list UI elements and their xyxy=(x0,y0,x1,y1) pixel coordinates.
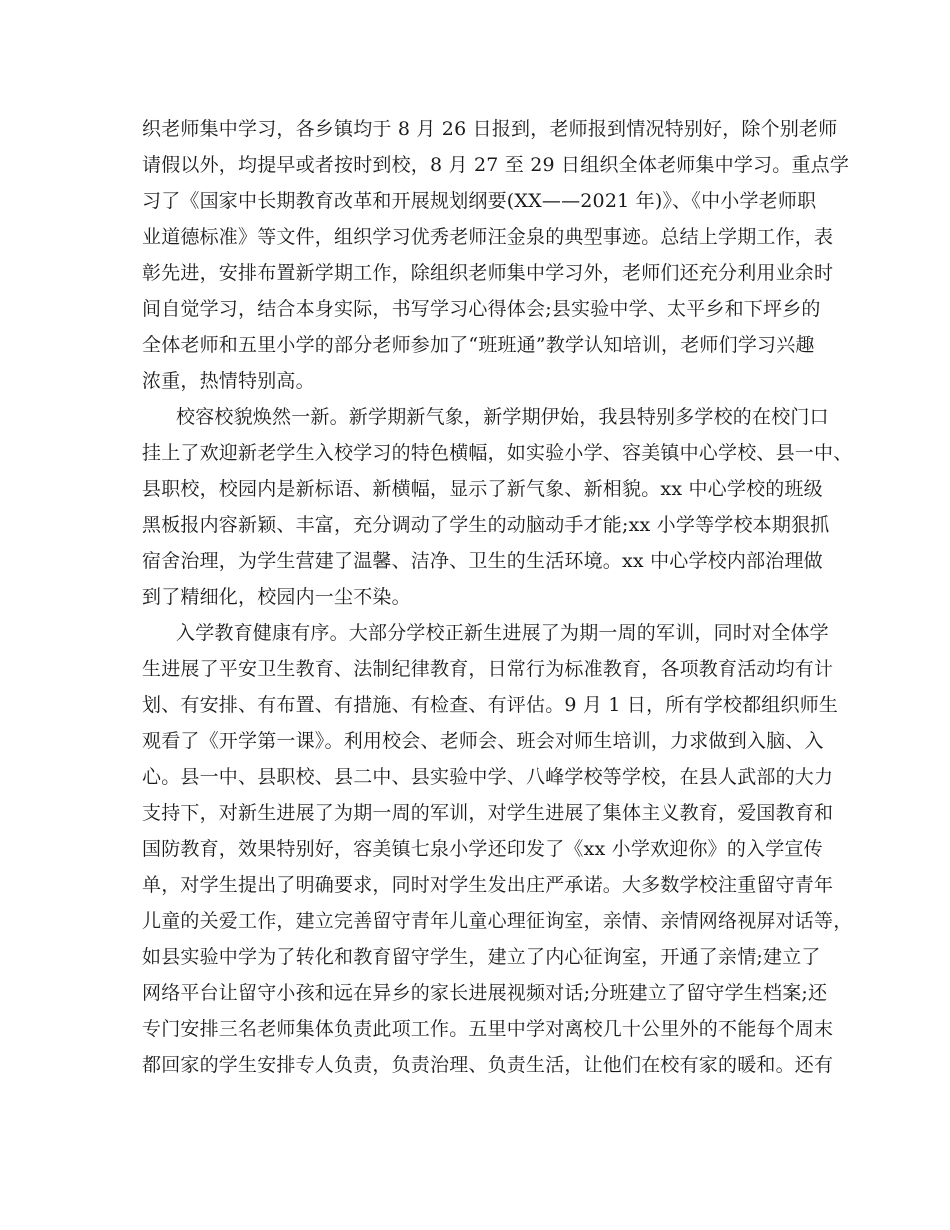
paragraph-1-line-1: 织老师集中学习，各乡镇均于 8 月 26 日报到，老师报到情况特别好，除个别老师 xyxy=(142,118,838,140)
paragraph-3-line-1: 入学教育健康有序。大部分学校正新生进展了为期一周的军训，同时对全体学 xyxy=(176,622,829,644)
paragraph-3-line-6: 支持下，对新生进展了为期一周的军训，对学生进展了集体主义教育，爱国教育和 xyxy=(142,802,834,824)
paragraph-2-line-4: 黑板报内容新颖、丰富，充分调动了学生的动脑动手才能;xx 小学等学校本期狠抓 xyxy=(142,514,830,536)
paragraph-3-line-5: 心。县一中、县职校、县二中、县实验中学、八峰学校等学校，在县人武部的大力 xyxy=(142,766,834,788)
paragraph-3-line-8: 单，对学生提出了明确要求，同时对学生发出庄严承诺。大多数学校注重留守青年 xyxy=(142,874,834,896)
paragraph-3-line-10: 如县实验中学为了转化和教育留守学生，建立了内心征询室，开通了亲情;建立了 xyxy=(142,946,821,968)
paragraph-2-line-1: 校容校貌焕然一新。新学期新气象，新学期伊始，我县特别多学校的在校门口 xyxy=(176,406,829,428)
paragraph-2-line-6: 到了精细化，校园内一尘不染。 xyxy=(142,586,411,608)
paragraph-1-line-8: 浓重，热情特别高。 xyxy=(142,370,315,392)
paragraph-2-line-5: 宿舍治理，为学生营建了温馨、洁净、卫生的生活环境。xx 中心学校内部治理做 xyxy=(142,550,823,572)
paragraph-1-line-5: 彰先进，安排布置新学期工作，除组织老师集中学习外，老师们还充分利用业余时 xyxy=(142,262,834,284)
paragraph-3-line-9: 儿童的关爱工作，建立完善留守青年儿童心理征询室，亲情、亲情网络视屏对话等， xyxy=(142,910,853,932)
paragraph-3-line-3: 划、有安排、有布置、有措施、有检查、有评估。9 月 1 日，所有学校都组织师生 xyxy=(142,694,839,716)
paragraph-3-line-12: 专门安排三名老师集体负责此项工作。五里中学对离校几十公里外的不能每个周末 xyxy=(142,1018,834,1040)
paragraph-3-line-4: 观看了《开学第一课》。利用校会、老师会、班会对师生培训，力求做到入脑、入 xyxy=(142,730,824,752)
paragraph-1-line-6: 间自觉学习，结合本身实际，书写学习心得体会;县实验中学、太平乡和下坪乡的 xyxy=(142,298,821,320)
paragraph-1-line-4: 业道德标准》等文件，组织学习优秀老师汪金泉的典型事迹。总结上学期工作，表 xyxy=(142,226,834,248)
paragraph-1-line-7: 全体老师和五里小学的部分老师参加了“班班通”教学认知培训，老师们学习兴趣 xyxy=(142,334,815,356)
paragraph-2-line-2: 挂上了欢迎新老学生入校学习的特色横幅，如实验小学、容美镇中心学校、县一中、 xyxy=(142,442,853,464)
paragraph-1-line-3: 习了《国家中长期教育改革和开展规划纲要(XX——2021 年)》、《中小学老师职 xyxy=(142,190,817,212)
paragraph-3-line-11: 网络平台让留守小孩和远在异乡的家长进展视频对话;分班建立了留守学生档案;还 xyxy=(142,982,828,1004)
paragraph-2-line-3: 县职校，校园内是新标语、新横幅，显示了新气象、新相貌。xx 中心学校的班级 xyxy=(142,478,823,500)
paragraph-3-line-13: 都回家的学生安排专人负责，负责治理、负责生活，让他们在校有家的暖和。还有 xyxy=(142,1054,834,1076)
paragraph-3-line-7: 国防教育，效果特别好，容美镇七泉小学还印发了《xx 小学欢迎你》的入学宣传 xyxy=(142,838,823,860)
paragraph-3-line-2: 生进展了平安卫生教育、法制纪律教育，日常行为标准教育，各项教育活动均有计 xyxy=(142,658,834,680)
paragraph-1-line-2: 请假以外，均提早或者按时到校，8 月 27 至 29 日组织全体老师集中学习。重点学 xyxy=(142,154,850,176)
